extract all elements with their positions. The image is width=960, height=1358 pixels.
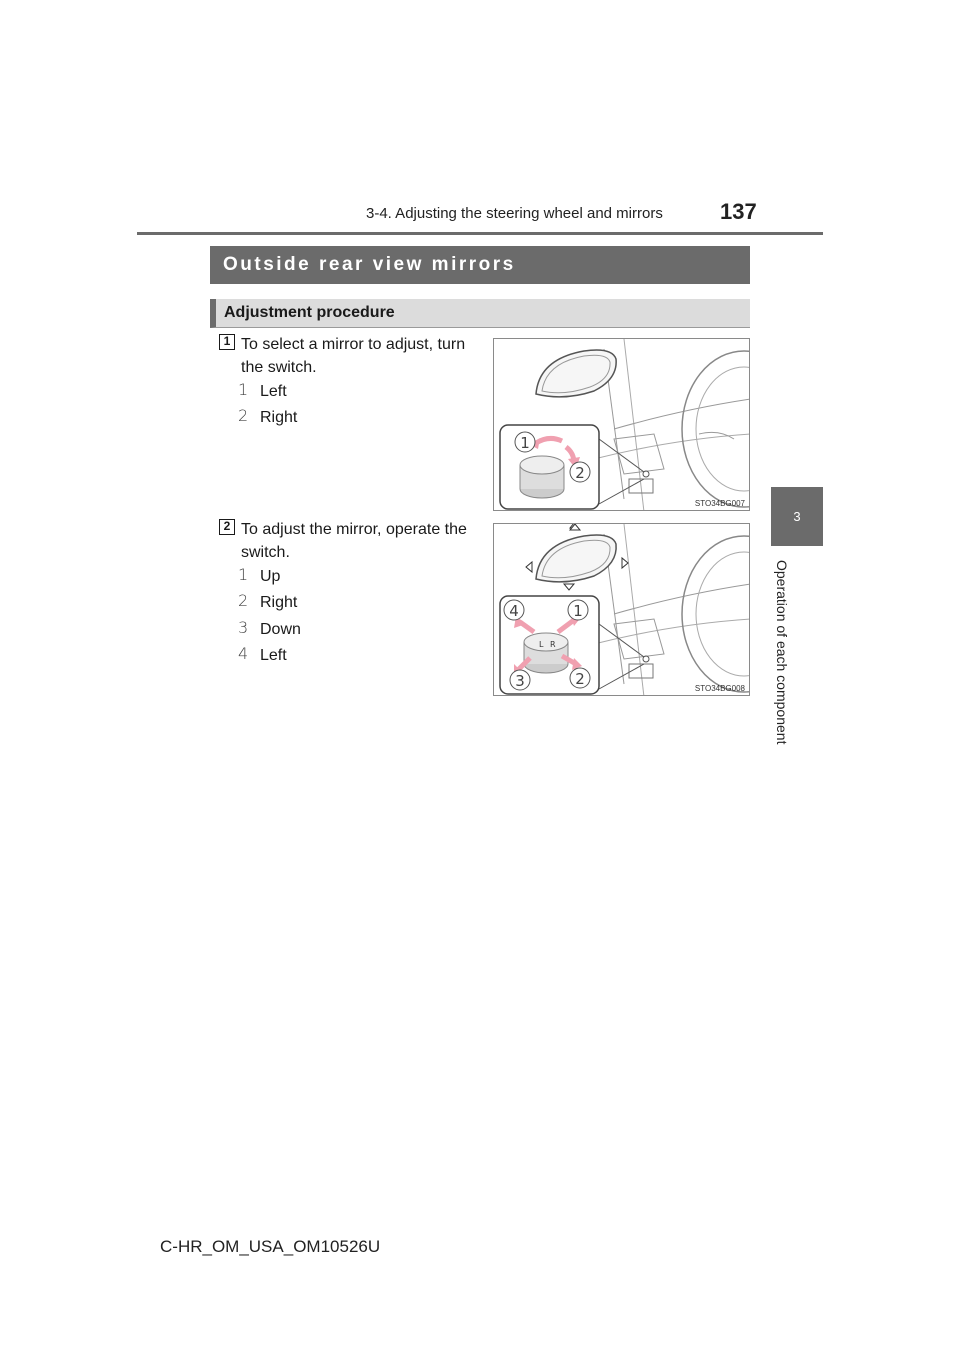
footer-manual-code: C-HR_OM_USA_OM10526U bbox=[160, 1237, 381, 1256]
page-number: 137 bbox=[720, 199, 757, 224]
step-number-1: 1 bbox=[219, 334, 235, 350]
step-2-item-2-label: Right bbox=[260, 594, 298, 611]
svg-text:1: 1 bbox=[573, 602, 583, 620]
figure-mirror-select-switch bbox=[493, 338, 750, 511]
step-2-item-1-number: 1 bbox=[238, 565, 249, 584]
chapter-side-label bbox=[760, 560, 810, 750]
header-rule bbox=[137, 232, 823, 235]
step-2-item-2-number: 2 bbox=[238, 591, 249, 610]
chapter-title: Operation of each component bbox=[774, 560, 790, 745]
step-1-text-line2: the switch. bbox=[241, 359, 317, 376]
svg-text:3: 3 bbox=[515, 672, 525, 690]
subsection-title: Adjustment procedure bbox=[210, 299, 750, 328]
step-2-text-line2: switch. bbox=[241, 544, 290, 561]
switch-letter-left: L bbox=[539, 640, 544, 649]
step-2-item-1-label: Up bbox=[260, 568, 281, 585]
figure-code: STO34BG007 bbox=[694, 499, 745, 508]
svg-text:2: 2 bbox=[575, 670, 585, 688]
step-2-item-4-number: 4 bbox=[238, 644, 249, 663]
step-2-item-4-label: Left bbox=[260, 647, 287, 664]
header-section-title: 3-4. Adjusting the steering wheel and mirrors bbox=[366, 205, 663, 222]
step-2-text-line1: To adjust the mirror, operate the bbox=[241, 521, 467, 538]
figure-code: STO34BG008 bbox=[694, 684, 745, 693]
step-1-item-1-label: Left bbox=[260, 383, 287, 400]
svg-text:4: 4 bbox=[509, 602, 519, 620]
svg-text:1: 1 bbox=[520, 434, 530, 452]
mirror-adjust-illustration bbox=[494, 524, 750, 696]
step-2-item-3-number: 3 bbox=[238, 618, 249, 637]
svg-text:2: 2 bbox=[575, 464, 585, 482]
step-1-item-2-number: 2 bbox=[238, 406, 249, 425]
step-number-2: 2 bbox=[219, 519, 235, 535]
chapter-tab: 3 bbox=[771, 487, 823, 546]
step-1-text-line1: To select a mirror to adjust, turn bbox=[241, 336, 466, 353]
section-title: Outside rear view mirrors bbox=[210, 246, 750, 284]
mirror-select-illustration bbox=[494, 339, 750, 511]
figure-mirror-adjust-switch bbox=[493, 523, 750, 696]
switch-letter-right: R bbox=[550, 640, 556, 649]
step-1-item-2-label: Right bbox=[260, 409, 298, 426]
step-2-item-3-label: Down bbox=[260, 621, 301, 638]
step-1-item-1-number: 1 bbox=[238, 380, 249, 399]
